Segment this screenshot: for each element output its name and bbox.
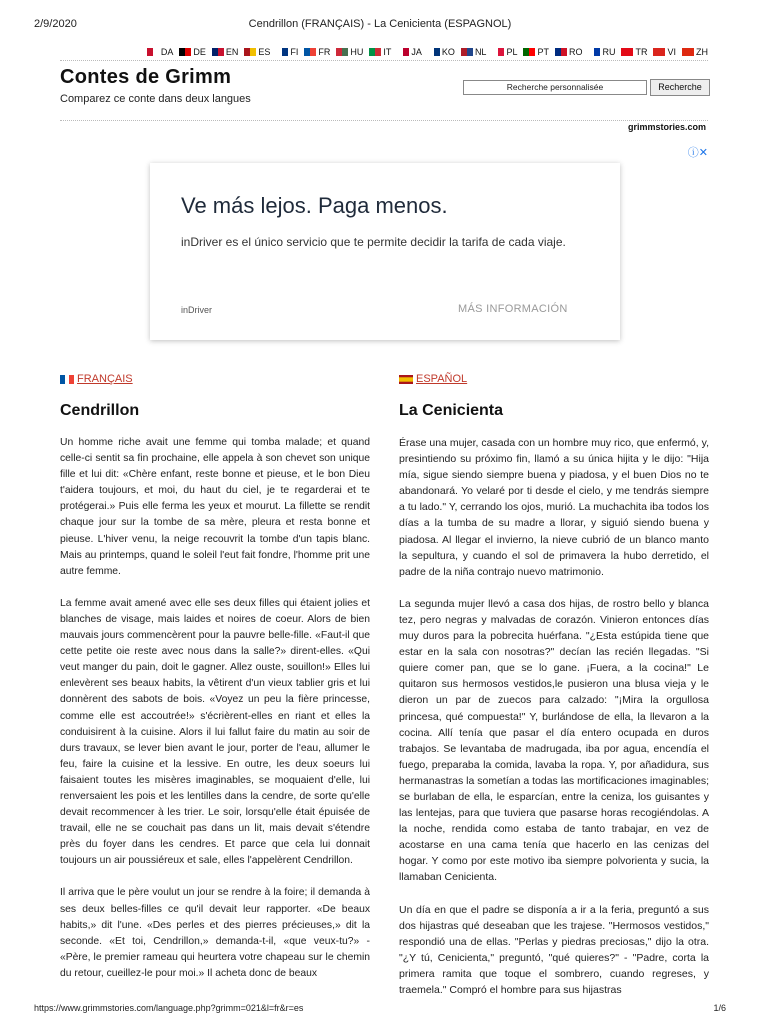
language-code[interactable]: TR <box>635 47 648 57</box>
advertisement[interactable] <box>150 163 620 340</box>
flag-icon <box>336 48 348 56</box>
flag-icon <box>588 48 600 56</box>
flag-icon <box>621 48 633 56</box>
header-divider <box>60 106 708 121</box>
language-code[interactable]: NL <box>474 47 487 57</box>
spanish-language-label[interactable]: ESPAÑOL <box>416 373 468 385</box>
flag-icon <box>428 48 440 56</box>
language-option-it[interactable] <box>369 47 391 57</box>
spain-flag-icon <box>399 375 413 384</box>
language-option-fr[interactable] <box>304 47 330 57</box>
flag-icon <box>179 48 191 56</box>
language-option-da[interactable] <box>147 47 174 57</box>
search-input[interactable]: Recherche personnalisée <box>463 80 647 95</box>
language-code[interactable]: ZH <box>696 47 708 57</box>
spanish-column <box>399 372 709 1014</box>
language-option-en[interactable] <box>212 47 239 57</box>
search-button[interactable]: Recherche <box>650 79 710 96</box>
language-option-ko[interactable] <box>428 47 455 57</box>
language-code[interactable]: DA <box>160 47 174 57</box>
language-code[interactable]: ES <box>258 47 271 57</box>
ad-choices-icon[interactable]: ⓘ✕ <box>687 147 708 159</box>
language-code[interactable]: RU <box>602 47 616 57</box>
language-option-nl[interactable] <box>461 47 487 57</box>
language-code[interactable]: IT <box>383 47 392 57</box>
flag-icon <box>147 48 159 56</box>
site-domain[interactable]: grimmstories.com <box>627 122 706 132</box>
language-code[interactable]: KO <box>441 47 455 57</box>
print-title: Cendrillon (FRANÇAIS) - La Cenicienta (ESPAGNOL) <box>248 18 512 30</box>
language-option-ru[interactable] <box>588 47 615 57</box>
language-option-pt[interactable] <box>523 47 549 57</box>
french-language-label[interactable]: FRANÇAIS <box>77 373 133 385</box>
flag-icon <box>653 48 665 56</box>
spanish-language-link[interactable] <box>399 372 709 386</box>
ad-headline[interactable]: Ve más lejos. Paga menos. <box>181 193 448 218</box>
flag-icon <box>304 48 316 56</box>
spanish-paragraph: Un día en que el padre se disponía a ir a la feria, preguntó a sus dos hijastras qué deseaban que les trajese. "Hermosos vestidos," respondió una de ellas. "Perlas y piedras preciosas," dijo la otra. "¿Y tú, Cenicienta," preguntó, "qué quieres?" - "Padre, corta la primera ramita que toque el sombrero, cuando regreses, y traemela." Compró el hombre para sus hijastras <box>399 903 709 996</box>
page-number: 1/6 <box>713 1003 726 1013</box>
language-code[interactable]: FR <box>318 47 331 57</box>
language-option-hu[interactable] <box>336 47 363 57</box>
language-code[interactable]: PL <box>506 47 518 57</box>
language-option-de[interactable] <box>179 47 206 57</box>
spanish-paragraph: La segunda mujer llevó a casa dos hijas, de rostro bello y blanca tez, pero negras y malvadas de corazón. Vinieron entonces días muy duros para la pobrecita huérfana. "¿Esta estúpida tiene que estar en la sala con nosotras?" decían las recién llegadas. "Si quiere comer pan, que se lo gane. ¡Fuera, a la cocina!" Le quitaron sus hermosos vestidos,le pusieron una blusa vieja y le dieron un par de zuecos para calzado: "¡Mira la orgullosa princesa, qué compuesta!" Y, burlándose de ella, la llevaron a la cocina. Allí tenía que pasar el día entero ocupada en duros trabajos. Se levantaba de madrugada, iba por agua, encendía el fuego, preparaba la comida, lavaba la ropa. Y, por añadidura, sus hermanastras la sometían a todas las mortificaciones imaginables; se burlaban de ella, le esparcían, entre la ceniza, los guisantes y las lentejas, para que tuviera que pasarse horas recogiéndolas. A la noche, rendida como estaba de tanto trabajar, en vez de acostarse en una cama tenía que hacerlo en las cenizas del hogar. Y como por este motivo iba siempre polvorienta y sucia, la llamaban Cenicienta. <box>399 597 709 884</box>
french-language-link[interactable] <box>60 372 370 386</box>
french-story-title: Cendrillon <box>60 402 140 419</box>
language-code[interactable]: DE <box>193 47 206 57</box>
flag-icon <box>555 48 567 56</box>
site-subtitle: Comparez ce conte dans deux langues <box>60 93 251 105</box>
ad-cta-button[interactable]: MÁS INFORMACIÓN <box>458 303 568 315</box>
french-paragraph: Il arriva que le père voulut un jour se rendre à la foire; il demanda à ses deux belles-filles ce qu'il devait leur rapporter. «De beaux habits,» dit l'une. «Des perles et des pierres précieuses,» dit la seconde. «Et toi, Cendrillon,» demanda-t-il, «que veux-tu?» - «Père, le premier rameau qui heurtera votre chapeau sur le chemin du retour, cueillez-le pour moi.» Il acheta donc de beaux <box>60 887 370 979</box>
spanish-story-title: La Cenicienta <box>399 402 504 419</box>
language-option-ja[interactable] <box>397 47 422 57</box>
language-option-ro[interactable] <box>555 47 583 57</box>
print-date: 2/9/2020 <box>34 18 77 30</box>
language-bar <box>60 44 708 61</box>
language-option-pl[interactable] <box>492 47 517 57</box>
language-code[interactable]: VI <box>667 47 676 57</box>
spanish-paragraph: Érase una mujer, casada con un hombre muy rico, que enfermó, y, presintiendo su próximo fin, llamó a su única hijita y le dijo: "Hija mía, sigue siendo siempre buena y piadosa, y el buen Dios no te abandonará. Yo velaré por ti desde el cielo, y me tendrás siempre a tu lado." Y, cerrando los ojos, murió. La muchachita iba todos los días a la tumba de su madre a llorar, y siguió siendo buena y piadosa. Al llegar el invierno, la nieve cubrió de un blanco manto la sepultura, y cuando el sol de primavera la hubo derretido, el padre de la niña contrajo nuevo matrimonio. <box>399 437 709 578</box>
french-paragraph: Un homme riche avait une femme qui tomba malade; et quand celle-ci sentit sa fin prochaine, elle appela à son chevet son unique fille et lui dit: «Chère enfant, reste bonne et pieuse, et le bon Dieu t'aidera toujours, et moi, du haut du ciel, je te regarderai et te protégerai.» Puis elle ferma les yeux et mourut. La fillette se rendit chaque jour sur la tombe de sa mère, pleura et resta bonne et pieuse. L'hiver venu, la neige recouvrit la tombe d'un tapis blanc. Mais au printemps, quand le soleil l'eut fait fondre, l'homme prit une autre femme. <box>60 437 370 577</box>
france-flag-icon <box>60 375 74 384</box>
language-option-tr[interactable] <box>621 47 647 57</box>
flag-icon <box>369 48 381 56</box>
language-option-zh[interactable] <box>682 47 708 57</box>
flag-icon <box>212 48 224 56</box>
language-code[interactable]: JA <box>411 47 422 57</box>
language-option-es[interactable] <box>244 47 270 57</box>
language-option-vi[interactable] <box>653 47 676 57</box>
language-option-fi[interactable] <box>276 47 298 57</box>
print-url: https://www.grimmstories.com/language.php?grimm=021&l=fr&r=es <box>34 1003 304 1013</box>
flag-icon <box>461 48 473 56</box>
ad-body: inDriver es el único servicio que te permite decidir la tarifa de cada viaje. <box>181 235 566 249</box>
language-code[interactable]: HU <box>350 47 364 57</box>
flag-icon <box>492 48 504 56</box>
ad-brand: inDriver <box>181 305 213 315</box>
french-column <box>60 372 370 998</box>
site-title[interactable]: Contes de Grimm <box>60 66 232 88</box>
flag-icon <box>244 48 256 56</box>
flag-icon <box>682 48 694 56</box>
flag-icon <box>276 48 288 56</box>
flag-icon <box>523 48 535 56</box>
french-paragraph: La femme avait amené avec elle ses deux filles qui étaient jolies et blanches de visage, mais laides et noires de coeur. Alors de bien mauvais jours commencèrent pour la pauvre belle-fille. «Faut-il que cette petite oie reste avec nous dans la salle?» dirent-elles. «Qui veut manger du pain, doit le gagner. Allez ouste, souillon!» Elles lui enlevèrent ses beaux habits, la vêtirent d'un vieux tablier gris et lui donnèrent des sabots de bois. «Voyez un peu la fière princesse, comme elle est accoutrée!» s'écrièrent-elles en riant et elles la conduisirent à la cuisine. Alors il lui fallut faire du matin au soir de durs travaux, se lever bien avant le jour, porter de l'eau, allumer le feu, faire la cuisine et la lessive. En outre, les deux soeurs lui faisaient toutes les misères imaginables, se moquaient d'elle, lui renversaient les pois et les lentilles dans la cendre, de sorte qu'elle devait recommencer à les trier. Le soir, lorsqu'elle était épuisée de travail, elle ne se couchait pas dans un lit, mais devait s'étendre près du foyer dans les cendres. Et parce que cela lui donnait toujours un air poussiéreux et sale, elles l'appelèrent Cendrillon. <box>60 597 370 867</box>
language-code[interactable]: EN <box>225 47 239 57</box>
flag-icon <box>397 48 409 56</box>
language-code[interactable]: PT <box>537 47 549 57</box>
language-code[interactable]: RO <box>568 47 583 57</box>
language-code[interactable]: FI <box>290 47 299 57</box>
